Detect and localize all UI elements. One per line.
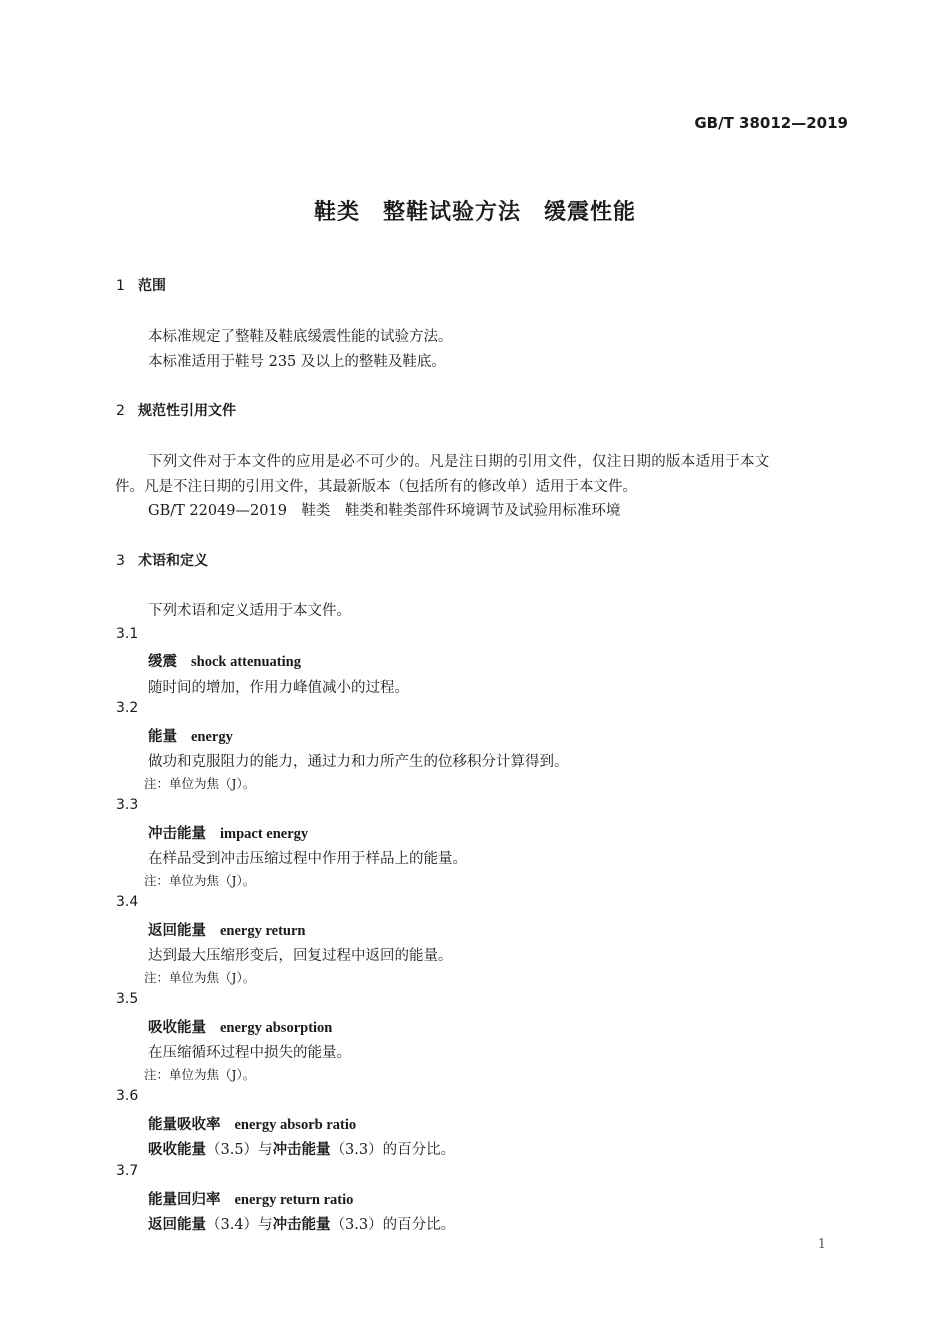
term-definition: 随时间的增加，作用力峰值减小的过程。 [148, 680, 409, 696]
term-heading [148, 1016, 332, 1037]
reference-clause: （3.3）的百分比。 [330, 1142, 456, 1158]
term-definition: 做功和克服阻力的能力，通过力和力所产生的位移积分计算得到。 [148, 754, 569, 770]
term-zh: 能量吸收率 [148, 1117, 221, 1133]
reference-clause: （3.3）的百分比。 [330, 1217, 456, 1233]
normative-paragraph-line-1: 下列文件对于本文件的应用是必不可少的。凡是注日期的引用文件，仅注日期的版本适用于本文 [148, 454, 770, 470]
term-zh: 吸收能量 [148, 1020, 206, 1036]
clause-number: 3.5 [116, 991, 139, 1007]
term-zh: 冲击能量 [148, 826, 206, 842]
standard-code: GB/T 38012—2019 [694, 114, 848, 132]
term-definition [148, 1213, 455, 1234]
term-heading [148, 1113, 356, 1134]
term-definition: 在样品受到冲击压缩过程中作用于样品上的能量。 [148, 851, 467, 867]
term-en: energy return [220, 923, 306, 939]
document-title: 鞋类 整鞋试验方法 缓震性能 [313, 200, 636, 225]
term-note: 注：单位为焦（J）。 [144, 970, 256, 985]
term-en: energy absorb ratio [234, 1117, 357, 1133]
term-en: shock attenuating [191, 654, 301, 670]
term-heading [148, 822, 308, 843]
section-number: 3 [116, 553, 125, 569]
scope-paragraph-1: 本标准规定了整鞋及鞋底缓震性能的试验方法。 [148, 329, 453, 345]
page-number: 1 [817, 1237, 826, 1252]
definitions-intro: 下列术语和定义适用于本文件。 [148, 603, 351, 619]
section-title: 范围 [138, 278, 166, 294]
term-note: 注：单位为焦（J）。 [144, 1067, 256, 1082]
clause-number: 3.6 [116, 1088, 139, 1104]
term-en: energy absorption [220, 1020, 333, 1036]
normative-reference: GB/T 22049—2019 鞋类 鞋类和鞋类部件环境调节及试验用标准环境 [148, 503, 621, 519]
term-definition [148, 1138, 455, 1159]
term-heading [148, 650, 301, 671]
scope-paragraph-2: 本标准适用于鞋号 235 及以上的整鞋及鞋底。 [148, 354, 446, 370]
term-heading [148, 725, 233, 746]
section-heading-1 [116, 275, 166, 295]
reference-clause: （3.5）与 [206, 1142, 273, 1158]
term-zh: 缓震 [148, 654, 177, 670]
term-note: 注：单位为焦（J）。 [144, 776, 256, 791]
section-number: 1 [116, 278, 125, 294]
term-reference: 冲击能量 [272, 1217, 331, 1233]
term-heading [148, 1188, 353, 1209]
term-note: 注：单位为焦（J）。 [144, 873, 256, 888]
term-definition: 达到最大压缩形变后，回复过程中返回的能量。 [148, 948, 453, 964]
section-number: 2 [116, 403, 125, 419]
clause-number: 3.1 [116, 626, 139, 642]
term-en: energy return ratio [234, 1192, 354, 1208]
section-title: 规范性引用文件 [138, 403, 236, 419]
term-en: impact energy [220, 826, 309, 842]
clause-number: 3.7 [116, 1163, 139, 1179]
section-heading-3 [116, 550, 208, 570]
normative-paragraph-line-2: 件。凡是不注日期的引用文件，其最新版本（包括所有的修改单）适用于本文件。 [115, 479, 637, 495]
term-en: energy [191, 729, 233, 745]
term-zh: 返回能量 [148, 923, 206, 939]
term-reference: 冲击能量 [272, 1142, 331, 1158]
clause-number: 3.3 [116, 797, 139, 813]
term-definition: 在压缩循环过程中损失的能量。 [148, 1045, 351, 1061]
section-title: 术语和定义 [138, 553, 208, 569]
clause-number: 3.4 [116, 894, 139, 910]
term-heading [148, 919, 306, 940]
term-zh: 能量 [148, 729, 177, 745]
section-heading-2 [116, 400, 236, 420]
term-reference: 吸收能量 [148, 1142, 206, 1158]
reference-clause: （3.4）与 [206, 1217, 273, 1233]
term-zh: 能量回归率 [148, 1192, 221, 1208]
clause-number: 3.2 [116, 700, 139, 716]
term-reference: 返回能量 [148, 1217, 206, 1233]
